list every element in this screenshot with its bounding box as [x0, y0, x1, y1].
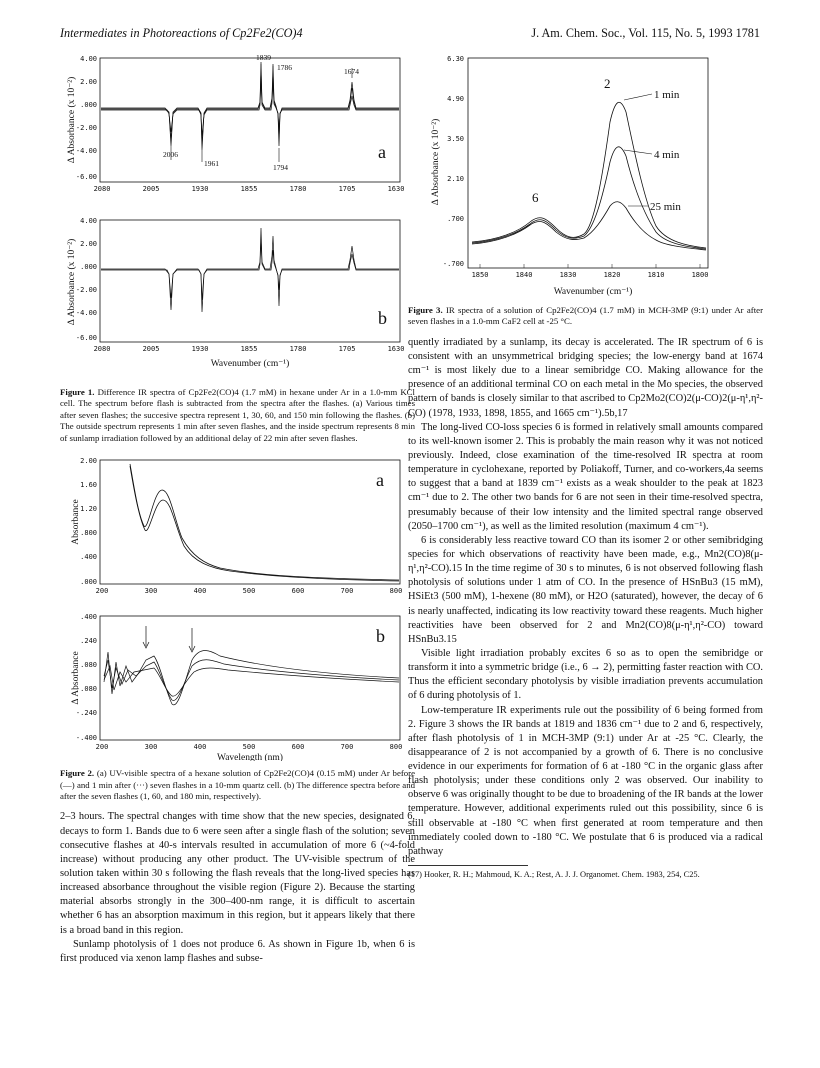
fig1b-ytick: .000 [80, 263, 97, 271]
fig1a-panel-letter: a [378, 142, 386, 162]
fig1b-y-label: Δ Absorbance (x 10⁻²) [67, 238, 77, 326]
fig1a-xtick: 1630 [387, 185, 405, 193]
fig2b-xtick: 600 [291, 743, 305, 752]
fig1a-peak-label: 2006 [163, 150, 178, 159]
fig1a-ytick: 2.00 [80, 78, 97, 86]
page-header [60, 26, 760, 42]
fig1a-peak-label: 1961 [204, 159, 219, 168]
figure-3-caption [408, 305, 763, 328]
fig1a-xtick: 2005 [142, 185, 160, 193]
figure-2 [60, 456, 415, 761]
fig3-curve-label: 25 min [650, 201, 681, 213]
fig2b-ytick: -.080 [75, 685, 97, 694]
figure-1-caption-text: Difference IR spectra of Cp2Fe2(CO)4 (1.7 mM) in hexane under Ar in a 1.0-mm KCl cell. The spectrum before flash is subtracted from the spectra after the flashes. (a) Various times after seven flashes; the succesive spectra represent 1, 30, 60, and 150 min following the flashes. (b) The outside spectrum represents 1 min after seven flashes, and the inside spectrum represents 8 min of sunlamp irradiation followed by an additional delay of 22 min after seven flashes. [60, 387, 415, 443]
fig3-xtick: 1820 [603, 271, 621, 279]
fig2a-ytick: 1.20 [80, 505, 97, 514]
fig3-traces [472, 102, 706, 250]
fig1a-peak-label: 1839 [256, 53, 271, 62]
fig2-x-label: Wavelength (nm) [217, 753, 283, 762]
fig1b-ytick: 2.00 [80, 240, 97, 248]
fig2a-panel-letter: a [376, 470, 384, 491]
fig2b-xtick: 400 [193, 743, 207, 752]
fig3-y-label: Δ Absorbance (x 10⁻²) [431, 118, 441, 206]
figure-1 [60, 50, 415, 380]
figure-1-caption-label: Figure 1. [60, 387, 95, 397]
figure-1b-plot [66, 217, 404, 369]
figure-2b-plot [71, 613, 402, 761]
fig2a-xtick: 200 [95, 587, 109, 596]
fig3-xtick: 1800 [691, 271, 709, 279]
footnote: (17) Hooker, R. H.; Mahmoud, K. A.; Rest, A. J. J. Organomet. Chem. 1983, 254, C25. [408, 870, 700, 880]
fig3-curve-label: 1 min [654, 89, 680, 101]
fig2a-ytick: 1.60 [80, 481, 97, 490]
fig1a-xtick: 1780 [289, 185, 307, 193]
fig3-ytick: 3.50 [447, 135, 464, 143]
fig2b-ytick: -.240 [75, 709, 97, 718]
fig3-label-6: 6 [532, 190, 539, 205]
fig1b-ytick: -2.00 [75, 286, 97, 294]
fig1a-y-label: Δ Absorbance (x 10⁻²) [67, 76, 77, 164]
fig2a-y-label: Absorbance [71, 499, 81, 545]
fig2a-xtick: 500 [242, 587, 256, 596]
right-paragraph-4: Visible light irradiation probably excites 6 so as to open the semibridge or transform it into a symmetric bridge (i.e., 6 → 2), permitting faster reaction with CO. Thus the efficient secondary photolysis by visible irradiation prevents accumulation of 6 during photolysis of 1. [408, 647, 763, 702]
fig2b-xtick: 200 [95, 743, 109, 752]
fig2b-y-label: Δ Absorbance [71, 651, 81, 705]
right-paragraph-5: Low-temperature IR experiments rule out the possibility of 6 being formed from 2. Figure 3 shows the IR bands at 1819 and 1836 cm⁻¹ due to 2 and 6, respectively, after flash photolysis of 1 in MCH-3MP (9:1) under Ar at -25 °C. Clearly, the disappearance of 2 is not accompanied by a growth of 6. There is no conclusive evidence in our experiments for formation of 6 at -180 °C in the organic glass after flash photolysis; under these conditions only 2 was observed. Our inability to observe 6 was originally thought to be due to broadening of the IR bands at the lower temperature. However, additional experiments ruled out this possibility, since 6 is still observable at -180 °C when first generated at room temperature and then immediately cooled down to -180 °C. We postulate that 6 is produced via a radical pathway [408, 704, 763, 857]
fig1b-panel-letter: b [378, 308, 387, 328]
footnote-rule [408, 865, 528, 866]
fig3-xtick: 1810 [647, 271, 665, 279]
fig2a-traces [130, 464, 399, 581]
figure-1a-plot [66, 53, 404, 193]
fig1a-xtick: 1930 [191, 185, 209, 193]
fig2b-xtick: 300 [144, 743, 158, 752]
fig3-ytick: -.700 [442, 260, 464, 268]
fig1a-xtick: 2080 [93, 185, 111, 193]
fig3-ytick: 2.10 [447, 175, 464, 183]
figure-2a-plot [71, 457, 402, 595]
fig1a-ytick: -6.00 [75, 173, 97, 181]
figure-3 [408, 50, 763, 298]
right-column [408, 50, 763, 881]
fig1b-xtick: 1930 [191, 345, 209, 353]
fig2b-xtick: 700 [340, 743, 354, 752]
fig3-xtick: 1840 [515, 271, 533, 279]
fig1a-xtick: 1855 [240, 185, 258, 193]
fig3-ytick: 6.30 [447, 55, 464, 63]
fig2b-ytick: .240 [80, 637, 97, 646]
fig2a-xtick: 800 [389, 587, 403, 596]
fig1a-peak-label: 1674 [344, 67, 359, 76]
fig3-ytick: 4.90 [447, 95, 464, 103]
fig1a-ytick: -4.00 [75, 147, 97, 155]
right-paragraph-2: The long-lived CO-loss species 6 is formed in relatively small amounts compared to its well-known isomer 2. This is probably the main reason why it was not noticed previously. Indeed, close examination of the time-resolved IR spectra at room temperature in cyclohexane, reported by Poliakoff, Turner, and co-workers,4a seems to suggest that a band at 1839 cm⁻¹ exists as a weak shoulder to the peak at 1823 cm⁻¹ due to 2. The other two bands for 6 are not seen in their time-resolved spectra, presumably because of their low intensity and the limited spectral range observed (2050–1700 cm⁻¹), as well as the limited resolution (maximum 4 cm⁻¹). [408, 421, 763, 532]
fig1b-xtick: 1630 [387, 345, 405, 353]
fig2b-ytick: .400 [80, 613, 97, 622]
fig2a-xtick: 400 [193, 587, 207, 596]
fig1b-ytick: 4.00 [80, 217, 97, 225]
left-paragraph-2: Sunlamp photolysis of 1 does not produce 6. As shown in Figure 1b, when 6 is first produced via xenon lamp flashes and subse- [60, 938, 415, 964]
fig1b-xtick: 2080 [93, 345, 111, 353]
fig2b-ytick: .080 [80, 661, 97, 670]
figure-1-caption [60, 387, 415, 444]
fig3-x-label: Wavenumber (cm⁻¹) [553, 287, 633, 297]
fig3-xtick: 1850 [471, 271, 489, 279]
fig3-label-2: 2 [604, 76, 611, 91]
fig1b-xtick: 1855 [240, 345, 258, 353]
fig1-x-label: Wavenumber (cm⁻¹) [210, 359, 290, 369]
left-paragraph-1: 2–3 hours. The spectral changes with time show that the new species, designated 6, decays to form 1. Bands due to 6 were seen after a single flash of the solution; seven consecutive flashes at 40-s intervals resulted in accumulation of more 6 (~4-fold increase) without producing any other product. The UV-visible spectrum of the solution taken within 30 s following the flash reveals that the long-lived species has increased absorbance throughout the visible region (Figure 2). Because the starting material absorbs strongly in the 300–400-nm range, it is difficult to ascertain whether 6 has an absorption maximum in this region, but it appears likely that there is a broad band in this region. [60, 811, 415, 936]
fig2b-panel-letter: b [376, 626, 385, 647]
figure-2-caption [60, 768, 415, 802]
fig1b-xtick: 1705 [338, 345, 356, 353]
fig1a-ytick: -2.00 [75, 124, 97, 132]
fig2a-ytick: .400 [80, 553, 97, 562]
fig1b-xtick: 2005 [142, 345, 160, 353]
fig1a-peak-label: 1794 [273, 163, 288, 172]
fig1b-traces [101, 228, 399, 312]
right-paragraph-3: 6 is considerably less reactive toward CO than its isomer 2 or other semibridging species for which observations of reactivity have been made, e.g., Mn2(CO)8(μ-η¹,η²-CO).15 In the time regime of 30 s to minutes, 6 is not observed following flash photolysis of solutions under 1 atm of CO. In the presence of HSnBu3 (15 mM), HSiEt3 (500 mM), 1-hexene (80 mM), or H2O (saturated), however, the decay of 6 is nearly unaffected, indicating its low reactivity toward these reagents. Much higher reactivities have been observed for 2 and Mn2(CO)8(μ-η¹,η²-CO) toward HSnBu3.15 [408, 534, 763, 645]
figure-3-caption-text: IR spectra of a solution of Cp2Fe2(CO)4 (1.7 mM) in MCH-3MP (9:1) under Ar after seven flashes in a 1.0-mm CaF2 cell at -25 °C. [408, 305, 763, 327]
fig1a-peak-label: 1786 [277, 63, 292, 72]
figure-2-caption-label: Figure 2. [60, 768, 95, 779]
fig2b-xtick: 800 [389, 743, 403, 752]
fig3-curve-label: 4 min [654, 149, 680, 161]
right-paragraph-1: quently irradiated by a sunlamp, its decay is accelerated. The IR spectrum of 6 is consistent with an unsymmetrical bridging species; the low-energy band at 1674 cm⁻¹ is most likely due to a linear semibridge CO. Making allowance for the presence of an additional terminal CO on each metal in the Mo species, the observed pattern of bands is closely similar to that ascribed to Cp2Mo2(CO)2(μ-CO)2(μ-η¹,η²-CO) (1978, 1933, 1898, 1855, and 1665 cm⁻¹).5b,17 [408, 336, 763, 419]
fig2b-xtick: 500 [242, 743, 256, 752]
fig1b-xtick: 1780 [289, 345, 307, 353]
fig1b-ytick: -4.00 [75, 309, 97, 317]
fig1b-ytick: -6.00 [75, 334, 97, 342]
fig3-xtick: 1830 [559, 271, 577, 279]
journal-citation: J. Am. Chem. Soc., Vol. 115, No. 5, 1993 1781 [531, 26, 760, 40]
left-column [60, 50, 415, 966]
fig3-ytick: .700 [447, 215, 464, 223]
fig2b-ytick: -.400 [75, 734, 97, 743]
fig2a-ytick: .000 [80, 578, 97, 587]
fig2b-traces [104, 651, 399, 705]
fig2a-xtick: 700 [340, 587, 354, 596]
fig1a-xtick: 1705 [338, 185, 356, 193]
figure-2-caption-text: (a) UV-visible spectra of a hexane solution of Cp2Fe2(CO)4 (0.15 mM) under Ar before (—) and 1 min after (···) seven flashes in a 10-mm quartz cell. (b) The difference spectra before and after the seven flashes (1, 60, and 180 min, respectively). [60, 768, 416, 801]
fig1a-ytick: 4.00 [80, 55, 97, 63]
fig1a-ytick: .000 [80, 101, 97, 109]
fig2a-xtick: 600 [291, 587, 305, 596]
fig2a-xtick: 300 [144, 587, 158, 596]
running-title: Intermediates in Photoreactions of Cp2Fe2(CO)4 [60, 26, 303, 40]
fig2a-ytick: 2.00 [80, 457, 97, 466]
fig2a-ytick: .800 [80, 529, 97, 538]
figure-3-caption-label: Figure 3. [408, 305, 443, 315]
